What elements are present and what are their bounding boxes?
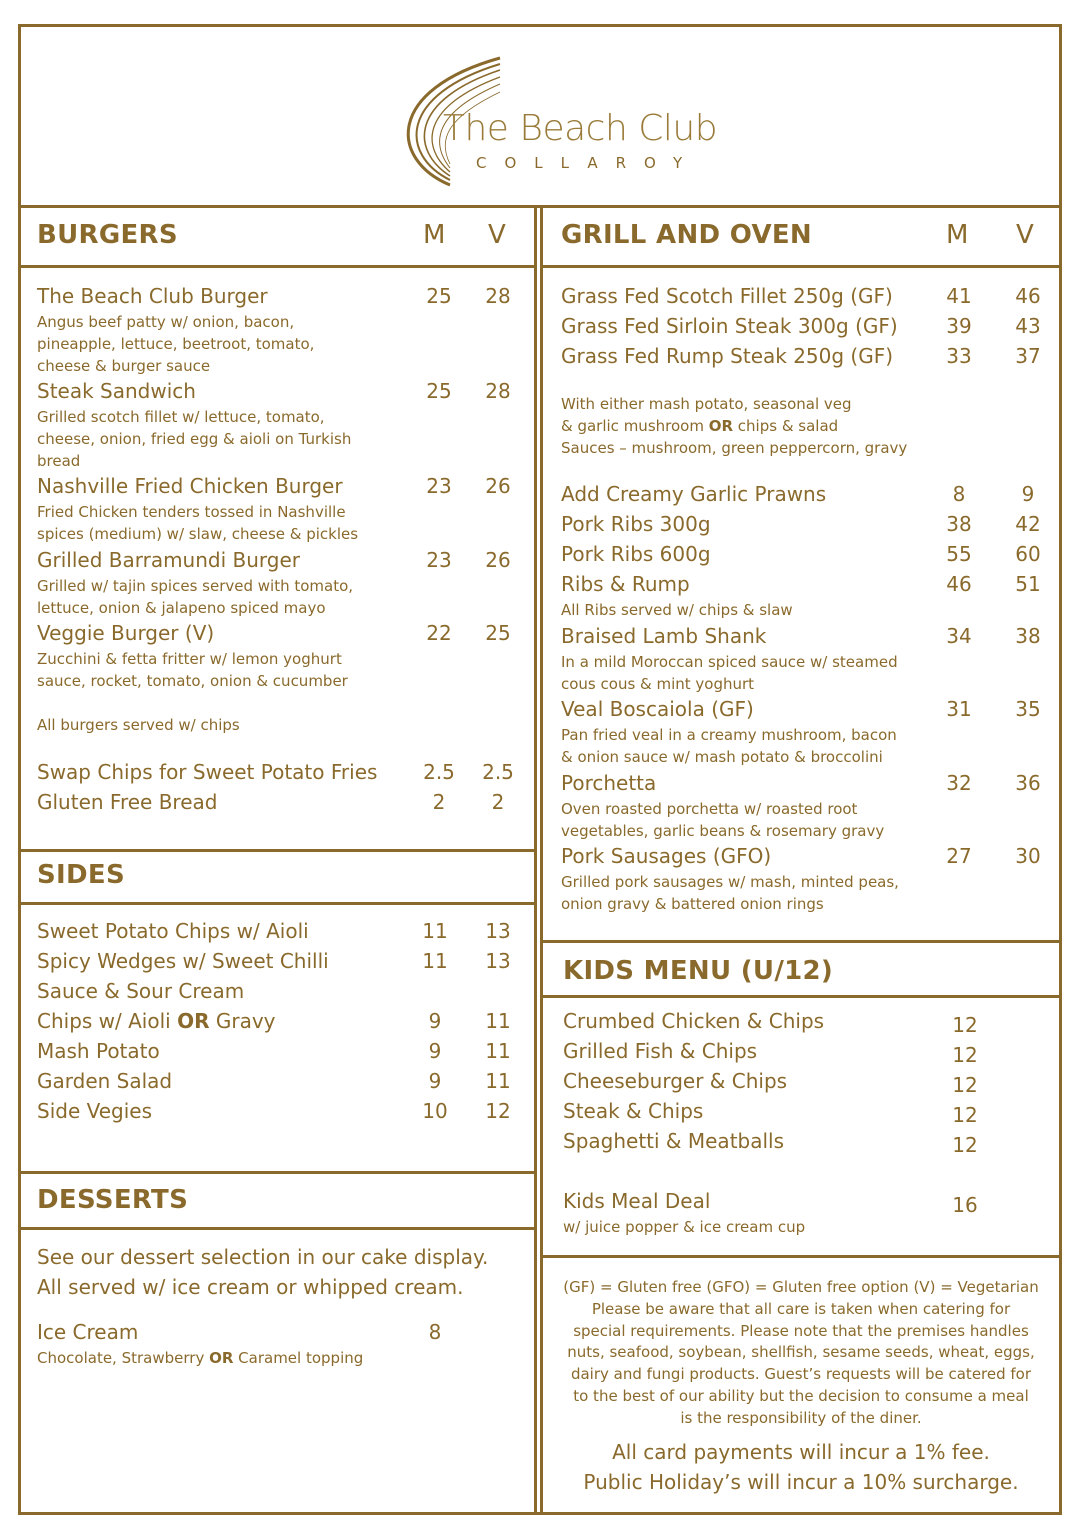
- burger-item-m: 23: [426, 548, 452, 572]
- kids-deal-name: Kids Meal Deal: [563, 1189, 711, 1213]
- burgers-header-line: [21, 265, 534, 268]
- kids-title: KIDS MENU (U/12): [563, 956, 834, 986]
- burger-item-v: 26: [485, 474, 511, 498]
- brand-location: COLLAROY: [476, 154, 701, 172]
- payment-fees: All card payments will incur a 1% fee. Public Holiday’s will incur a 10% surcharge.: [583, 1440, 1019, 1494]
- side-item-v: 11: [485, 1069, 511, 1093]
- burgers-title: BURGERS: [37, 220, 178, 250]
- side-item-m: 9: [428, 1069, 442, 1093]
- kids-item-price: 12: [952, 1013, 978, 1037]
- grill-item-name: Pork Ribs 300g: [561, 512, 711, 536]
- grill-col-v: V: [1016, 220, 1034, 250]
- grill-item-desc: Oven roasted porchetta w/ roasted root vegetables, garlic beans & rosemary gravy: [561, 800, 885, 840]
- burger-item-v: 26: [485, 548, 511, 572]
- desserts-header-line: [21, 1227, 534, 1230]
- kids-item-price: 12: [952, 1103, 978, 1127]
- steak-item-name: Grass Fed Sirloin Steak 300g (GF): [561, 314, 898, 338]
- side-item-name: Chips w/ Aioli OR Gravy: [37, 1009, 276, 1033]
- grill-header-line: [543, 265, 1059, 268]
- burger-item-desc: Grilled w/ tajin spices served with tomato, lettuce, onion & jalapeno spiced mayo: [37, 577, 354, 617]
- side-item-name: Mash Potato: [37, 1039, 160, 1063]
- side-item-name: Sweet Potato Chips w/ Aioli: [37, 919, 309, 943]
- logo: [380, 50, 720, 190]
- grill-item-name: Porchetta: [561, 771, 657, 795]
- burger-item-m: 25: [426, 284, 452, 308]
- grill-item-v: 30: [1015, 844, 1041, 868]
- sides-header-line: [21, 902, 534, 905]
- steak-item-v: 43: [1015, 314, 1041, 338]
- ice-cream-name: Ice Cream: [37, 1320, 139, 1344]
- burger-item-name: The Beach Club Burger: [37, 284, 268, 308]
- kids-item-name: Steak & Chips: [563, 1099, 704, 1123]
- extra-item-m: 2: [432, 790, 446, 814]
- grill-item-v: 35: [1015, 697, 1041, 721]
- side-item-v: 12: [485, 1099, 511, 1123]
- grill-item-desc: All Ribs served w/ chips & slaw: [561, 601, 793, 619]
- steak-item-name: Grass Fed Scotch Fillet 250g (GF): [561, 284, 893, 308]
- burger-item-desc: Angus beef patty w/ onion, bacon, pineapple, lettuce, beetroot, tomato, cheese & burger sauce: [37, 313, 315, 375]
- column-divider-right: [540, 205, 543, 1515]
- kids-top-line: [543, 940, 1059, 943]
- desserts-top-line: [21, 1171, 534, 1174]
- grill-item-name: Braised Lamb Shank: [561, 624, 767, 648]
- kids-item-price: 12: [952, 1043, 978, 1067]
- burger-item-v: 28: [485, 379, 511, 403]
- grill-item-m: 46: [946, 572, 972, 596]
- side-item-m: 11: [422, 949, 448, 973]
- grill-item-name: Add Creamy Garlic Prawns: [561, 482, 827, 506]
- sides-top-line: [21, 849, 534, 852]
- kids-item-name: Grilled Fish & Chips: [563, 1039, 758, 1063]
- grill-title: GRILL AND OVEN: [561, 220, 812, 250]
- side-item-name: Side Vegies: [37, 1099, 153, 1123]
- grill-item-m: 38: [946, 512, 972, 536]
- burger-item-v: 25: [485, 621, 511, 645]
- grill-item-v: 9: [1021, 482, 1035, 506]
- desserts-line: See our dessert selection in our cake display.: [37, 1245, 489, 1269]
- kids-deal-price: 16: [952, 1193, 978, 1217]
- burger-item-m: 25: [426, 379, 452, 403]
- steak-item-v: 37: [1015, 344, 1041, 368]
- side-item-name: Garden Salad: [37, 1069, 173, 1093]
- burger-item-desc: Fried Chicken tenders tossed in Nashville spices (medium) w/ slaw, cheese & pickles: [37, 503, 359, 543]
- steak-item-name: Grass Fed Rump Steak 250g (GF): [561, 344, 894, 368]
- grill-item-v: 60: [1015, 542, 1041, 566]
- burgers-note: All burgers served w/ chips: [37, 716, 240, 734]
- outer-border-left: [18, 24, 21, 1515]
- desserts-line: All served w/ ice cream or whipped cream.: [37, 1275, 464, 1299]
- outer-border-right: [1059, 24, 1062, 1515]
- extra-item-name: Swap Chips for Sweet Potato Fries: [37, 760, 378, 784]
- grill-item-name: Pork Ribs 600g: [561, 542, 711, 566]
- steak-item-m: 33: [946, 344, 972, 368]
- grill-item-desc: In a mild Moroccan spiced sauce w/ steamed cous cous & mint yoghurt: [561, 653, 898, 693]
- burger-item-desc: Grilled scotch fillet w/ lettuce, tomato, cheese, onion, fried egg & aioli on Turkish bread: [37, 408, 352, 470]
- side-item-name: Sauce & Sour Cream: [37, 979, 245, 1003]
- side-item-v: 11: [485, 1039, 511, 1063]
- grill-item-name: Ribs & Rump: [561, 572, 690, 596]
- grill-item-m: 31: [946, 697, 972, 721]
- steak-item-m: 41: [946, 284, 972, 308]
- grill-item-name: Veal Boscaiola (GF): [561, 697, 754, 721]
- grill-item-v: 38: [1015, 624, 1041, 648]
- notes-top-line: [543, 1255, 1059, 1258]
- grill-item-name: Pork Sausages (GFO): [561, 844, 772, 868]
- side-item-m: 9: [428, 1039, 442, 1063]
- kids-item-name: Crumbed Chicken & Chips: [563, 1009, 825, 1033]
- outer-border-top: [18, 24, 1062, 27]
- burger-item-desc: Zucchini & fetta fritter w/ lemon yoghurt sauce, rocket, tomato, onion & cucumber: [37, 650, 348, 690]
- steak-item-v: 46: [1015, 284, 1041, 308]
- kids-header-line: [543, 995, 1059, 998]
- kids-item-name: Cheeseburger & Chips: [563, 1069, 788, 1093]
- burgers-col-v: V: [488, 220, 506, 250]
- steak-item-m: 39: [946, 314, 972, 338]
- kids-item-price: 12: [952, 1133, 978, 1157]
- burger-item-name: Grilled Barramundi Burger: [37, 548, 301, 572]
- side-item-v: 13: [485, 949, 511, 973]
- kids-item-price: 12: [952, 1073, 978, 1097]
- burger-item-v: 28: [485, 284, 511, 308]
- grill-item-m: 27: [946, 844, 972, 868]
- side-item-m: 9: [428, 1009, 442, 1033]
- extra-item-v: 2.5: [482, 760, 514, 784]
- grill-col-m: M: [946, 220, 969, 250]
- grill-item-v: 42: [1015, 512, 1041, 536]
- grill-item-desc: Pan fried veal in a creamy mushroom, bacon & onion sauce w/ mash potato & broccolini: [561, 726, 897, 766]
- burgers-col-m: M: [423, 220, 446, 250]
- grill-item-desc: Grilled pork sausages w/ mash, minted peas, onion gravy & battered onion rings: [561, 873, 899, 913]
- dietary-notes: (GF) = Gluten free (GFO) = Gluten free option (V) = Vegetarian Please be aware that all care is taken when catering for special requirements. Please note that the premises handles nuts, seafood, soybean, shellfish, sesame seeds, wheat, eggs, dairy and fungi products. Guest’s requests will be catered for to the best of our ability but the decision to consume a meal is the responsibility of the diner.: [563, 1278, 1039, 1427]
- extra-item-m: 2.5: [423, 760, 455, 784]
- burger-item-m: 23: [426, 474, 452, 498]
- sides-title: SIDES: [37, 860, 125, 890]
- column-divider-left: [534, 205, 537, 1515]
- burger-item-name: Nashville Fried Chicken Burger: [37, 474, 343, 498]
- kids-deal-desc: w/ juice popper & ice cream cup: [563, 1218, 806, 1236]
- grill-item-m: 34: [946, 624, 972, 648]
- grill-item-v: 51: [1015, 572, 1041, 596]
- side-item-m: 11: [422, 919, 448, 943]
- steak-note: With either mash potato, seasonal veg & garlic mushroom OR chips & salad Sauces – mushroom, green peppercorn, gravy: [561, 395, 908, 457]
- extra-item-name: Gluten Free Bread: [37, 790, 218, 814]
- brand-name: The Beach Club: [443, 108, 718, 149]
- burger-item-name: Steak Sandwich: [37, 379, 196, 403]
- grill-item-m: 32: [946, 771, 972, 795]
- grill-item-m: 55: [946, 542, 972, 566]
- side-item-m: 10: [422, 1099, 448, 1123]
- side-item-v: 13: [485, 919, 511, 943]
- ice-cream-desc: Chocolate, Strawberry OR Caramel topping: [37, 1349, 364, 1367]
- grill-item-v: 36: [1015, 771, 1041, 795]
- burger-item-m: 22: [426, 621, 452, 645]
- side-item-name: Spicy Wedges w/ Sweet Chilli: [37, 949, 329, 973]
- desserts-title: DESSERTS: [37, 1185, 189, 1215]
- burger-item-name: Veggie Burger (V): [37, 621, 215, 645]
- grill-item-m: 8: [952, 482, 966, 506]
- ice-cream-price: 8: [428, 1320, 442, 1344]
- side-item-v: 11: [485, 1009, 511, 1033]
- kids-item-name: Spaghetti & Meatballs: [563, 1129, 785, 1153]
- extra-item-v: 2: [491, 790, 505, 814]
